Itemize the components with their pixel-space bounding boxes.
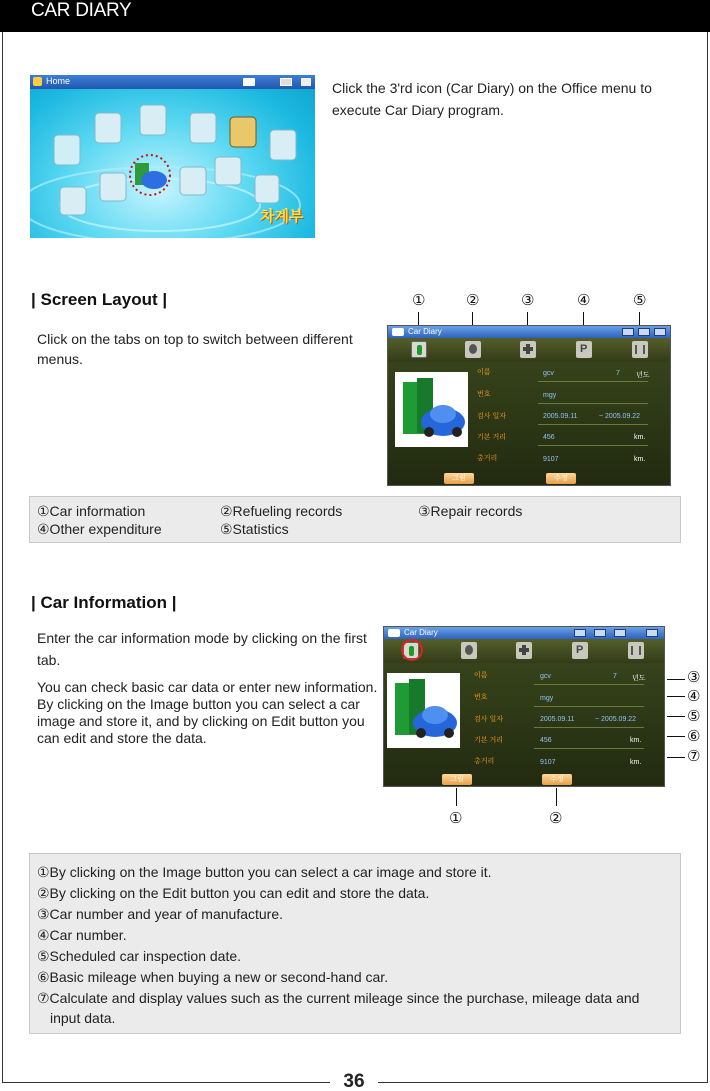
callout-arrow xyxy=(556,788,557,806)
window-title: Car Diary xyxy=(404,628,438,637)
car-image[interactable] xyxy=(387,673,460,748)
legend-item: ①Car information xyxy=(37,503,146,519)
callout-number: ② xyxy=(549,810,563,827)
car-diary-screenshot xyxy=(387,325,671,486)
note-item: ①By clicking on the Image button you can select a car image and store it. xyxy=(37,864,492,880)
field-label: 총거리 xyxy=(477,455,498,462)
page-border-bottom xyxy=(378,1082,708,1083)
field-unit: km. xyxy=(634,456,646,463)
restore-icon xyxy=(614,629,626,637)
field-unit: km. xyxy=(634,434,646,441)
callout-number: ⑥ xyxy=(687,728,701,745)
page-border-right xyxy=(707,32,708,1082)
callout-number: ① xyxy=(412,292,426,309)
car-information-title: | Car Information | xyxy=(31,593,177,612)
note-item: ⑤Scheduled car inspection date. xyxy=(37,948,242,964)
keyboard-icon xyxy=(574,629,586,637)
chart-icon xyxy=(631,646,641,655)
tab-legend-box xyxy=(29,496,681,543)
page-number: 36 xyxy=(343,1071,365,1091)
tab-refueling[interactable] xyxy=(461,642,477,659)
page-border-bottom xyxy=(2,1082,330,1083)
page-title: CAR DIARY xyxy=(31,0,132,21)
screen-layout-text: Click on the tabs on top to switch between different menus. xyxy=(37,331,353,367)
note-item: ⑦Calculate and display values such as the current mileage since the purchase, mileage data and input data. xyxy=(37,990,640,1026)
home-label: Home xyxy=(46,76,71,86)
close-icon xyxy=(646,629,658,637)
field-label: 번호 xyxy=(474,694,488,701)
car-photo-icon xyxy=(395,372,468,447)
field-unit: km. xyxy=(630,737,642,744)
field-label: 총거리 xyxy=(474,758,495,765)
highlight-circle xyxy=(401,639,423,661)
minimize-icon xyxy=(622,328,634,336)
tab-repair[interactable] xyxy=(516,642,532,659)
field-value: 2005.09.11 xyxy=(540,716,575,723)
field-value: 9107 xyxy=(543,456,559,463)
person-icon xyxy=(417,345,422,355)
field-value: 7 xyxy=(616,370,620,377)
field-value: mgy xyxy=(540,695,554,702)
callout-number: ③ xyxy=(687,669,701,686)
window-title-bar xyxy=(388,326,670,338)
tab-car-information[interactable] xyxy=(411,341,427,358)
field-unit: 년도 xyxy=(636,372,650,379)
callout-number: ③ xyxy=(521,292,535,309)
car-information-screenshot xyxy=(383,626,665,787)
car-information-notes-box xyxy=(29,853,681,1034)
image-button[interactable]: 그림 xyxy=(442,774,472,785)
field-label: 기본 거리 xyxy=(474,737,503,744)
minimize-icon xyxy=(594,629,606,637)
home-screen-screenshot xyxy=(30,75,315,238)
callout-number: ⑤ xyxy=(633,292,647,309)
field-label: 번호 xyxy=(477,391,491,398)
field-label: 이름 xyxy=(474,672,488,679)
field-value: 9107 xyxy=(540,759,556,766)
callout-number: ⑤ xyxy=(687,708,701,725)
note-item: ④Car number. xyxy=(37,927,127,943)
tab-refueling[interactable] xyxy=(465,341,481,358)
field-value: 456 xyxy=(543,434,555,441)
field-value: 2005.09.11 xyxy=(543,413,578,420)
field-unit: km. xyxy=(630,759,642,766)
car-image[interactable] xyxy=(395,372,468,447)
note-item: ⑥Basic mileage when buying a new or second-hand car. xyxy=(37,969,389,985)
car-photo-icon xyxy=(387,673,460,748)
callout-number: ① xyxy=(449,810,463,827)
field-value: 7 xyxy=(613,673,617,680)
callout-number: ② xyxy=(466,292,480,309)
legend-item: ③Repair records xyxy=(418,503,523,519)
page-border-left xyxy=(2,32,3,1082)
image-button[interactable]: 그림 xyxy=(444,473,474,484)
callout-arrow xyxy=(667,716,685,717)
field-value: mgy xyxy=(543,392,557,399)
tab-statistics[interactable] xyxy=(628,642,644,659)
field-label: 기본 거리 xyxy=(477,434,506,441)
tab-other-expenditure[interactable] xyxy=(576,341,592,358)
field-value: 456 xyxy=(540,737,552,744)
tab-bar xyxy=(388,338,670,362)
tab-bar xyxy=(384,639,664,663)
screen-layout-title: | Screen Layout | xyxy=(31,290,168,309)
callout-arrow xyxy=(667,696,685,697)
car-information-text: Enter the car information mode by clicking on the first tab. xyxy=(37,630,367,668)
field-label: 이름 xyxy=(477,369,491,376)
field-label: 검사 일자 xyxy=(474,716,503,723)
field-value: gcv xyxy=(540,673,551,680)
fuel-drop-icon xyxy=(465,645,473,655)
callout-arrow xyxy=(667,736,685,737)
header-bar xyxy=(0,0,710,32)
field-value: ~ 2005.09.22 xyxy=(595,716,637,723)
car-icon xyxy=(388,629,400,637)
parking-icon: P xyxy=(576,644,584,656)
car-information-text: You can check basic car data or enter new information. By clicking on the Image button you can select a car image and store it, and by clicking on Edit button you can edit and store the data. xyxy=(37,679,378,746)
callout-arrow xyxy=(667,679,685,680)
tab-other-expenditure[interactable] xyxy=(572,642,588,659)
legend-item: ②Refueling records xyxy=(220,503,343,519)
note-item: ②By clicking on the Edit button you can edit and store the data. xyxy=(37,885,430,901)
home-caption: 차계부 xyxy=(260,208,304,225)
window-title: Car Diary xyxy=(408,327,442,336)
callout-arrow xyxy=(456,788,457,806)
intro-text: Click the 3'rd icon (Car Diary) on the Office menu to execute Car Diary program. xyxy=(332,80,652,118)
callout-number: ⑦ xyxy=(687,748,701,765)
parking-icon: P xyxy=(580,343,588,355)
restore-icon xyxy=(638,328,650,336)
tab-statistics[interactable] xyxy=(632,341,648,358)
legend-item: ④Other expenditure xyxy=(37,521,162,537)
field-value: gcv xyxy=(543,370,554,377)
callout-arrow xyxy=(667,757,685,758)
field-value: ~ 2005.09.22 xyxy=(599,413,641,420)
edit-button[interactable]: 수정 xyxy=(546,473,576,484)
car-icon xyxy=(392,328,404,336)
tab-repair[interactable] xyxy=(520,341,536,358)
note-item: ③Car number and year of manufacture. xyxy=(37,906,284,922)
legend-item: ⑤Statistics xyxy=(220,521,289,537)
field-label: 검사 일자 xyxy=(477,413,506,420)
close-icon xyxy=(654,328,666,336)
callout-number: ④ xyxy=(687,688,701,705)
edit-button[interactable]: 수정 xyxy=(542,774,572,785)
callout-number: ④ xyxy=(577,292,591,309)
field-unit: 년도 xyxy=(632,675,646,682)
window-title-bar xyxy=(384,627,664,639)
chart-icon xyxy=(635,345,645,354)
fuel-drop-icon xyxy=(469,344,477,354)
